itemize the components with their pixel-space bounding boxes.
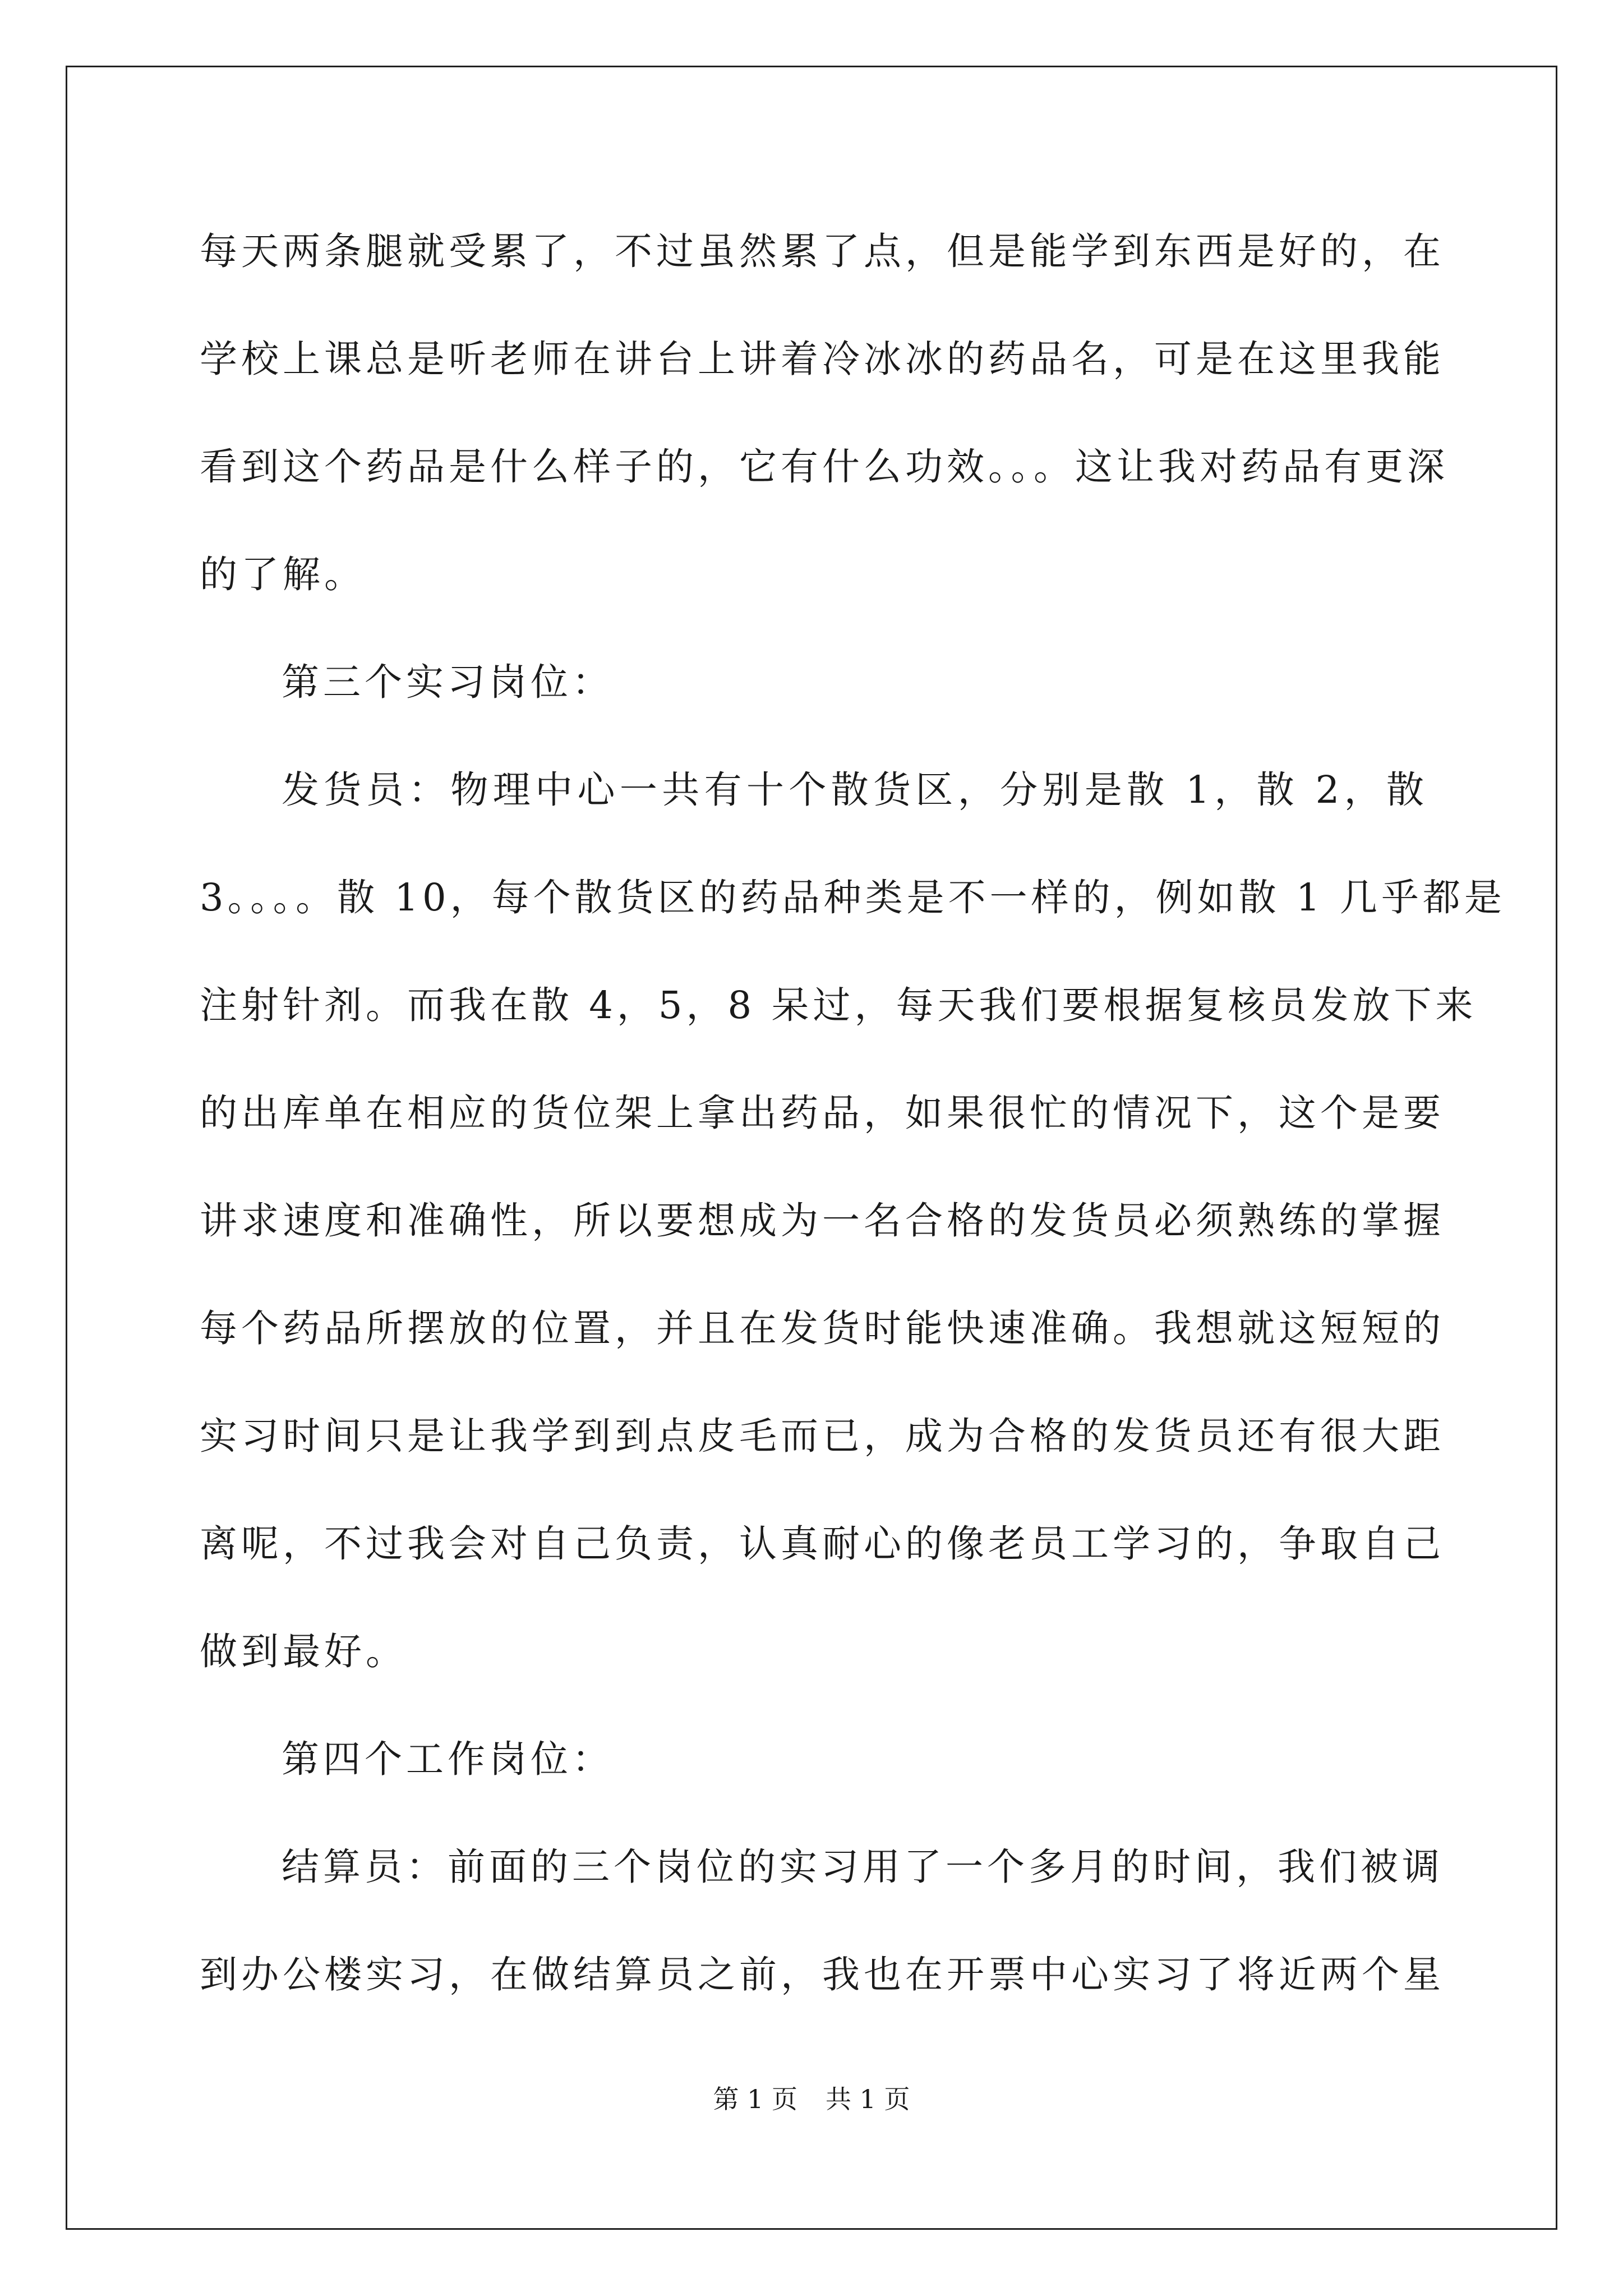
text-line: 的了解。 [200, 553, 366, 596]
page-number: 第 1 页 [713, 2084, 797, 2114]
text-line: 离呢，不过我会对自己负责，认真耐心的像老员工学习的，争取自己 [200, 1522, 1445, 1566]
text-line: 讲求速度和准确性，所以要想成为一名合格的发货员必须熟练的掌握 [200, 1199, 1445, 1243]
text-line: 发货员：物理中心一共有十个散货区，分别是散 1，散 2，散 [282, 768, 1428, 812]
text-line: 看到这个药品是什么样子的，它有什么功效。。。这让我对药品有更深 [200, 445, 1449, 489]
text-line: 结算员：前面的三个岗位的实习用了一个多月的时间，我们被调 [282, 1845, 1444, 1889]
text-line: 3。。。。散 10，每个散货区的药品种类是不一样的，例如散 1 几乎都是 [200, 876, 1506, 919]
text-line: 每天两条腿就受累了，不过虽然累了点，但是能学到东西是好的，在 [200, 229, 1445, 273]
text-line: 的出库单在相应的货位架上拿出药品，如果很忙的情况下，这个是要 [200, 1091, 1445, 1135]
text-line: 到办公楼实习，在做结算员之前，我也在开票中心实习了将近两个星 [200, 1953, 1445, 1996]
text-line: 每个药品所摆放的位置，并且在发货时能快速准确。我想就这短短的 [200, 1306, 1445, 1350]
page-footer [0, 2082, 1623, 2116]
text-line: 实习时间只是让我学到到点皮毛而已，成为合格的发货员还有很大距 [200, 1414, 1445, 1458]
text-line: 第三个实习岗位： [282, 660, 614, 704]
text-line: 学校上课总是听老师在讲台上讲着冷冰冰的药品名，可是在这里我能 [200, 337, 1445, 381]
page-total: 共 1 页 [826, 2084, 910, 2114]
text-line: 做到最好。 [200, 1630, 407, 1673]
text-line: 第四个工作岗位： [282, 1737, 614, 1781]
document-body [200, 218, 1506, 2049]
text-line: 注射针剂。而我在散 4，5，8 呆过，每天我们要根据复核员发放下来 [200, 983, 1477, 1027]
